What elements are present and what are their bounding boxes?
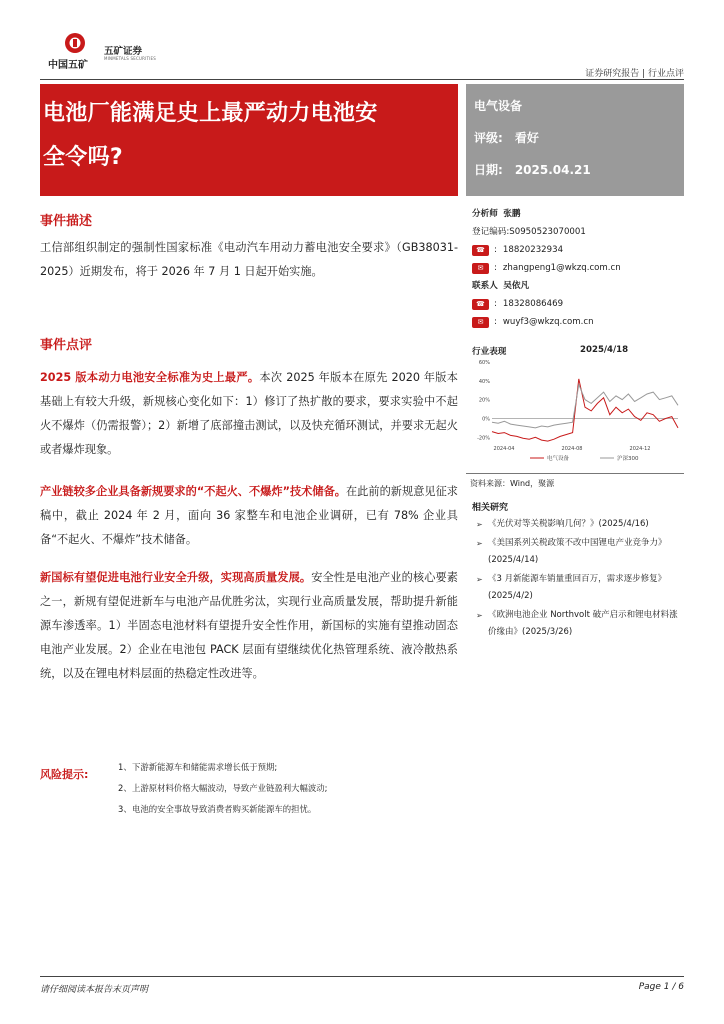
contact-name: 吴依凡 xyxy=(503,281,530,291)
x-tick-label: 2024-04 xyxy=(493,446,515,452)
y-tick-label: 0% xyxy=(482,416,490,423)
risk-item xyxy=(118,799,327,820)
date-value: 2025.04.21 xyxy=(514,163,591,177)
commentary-paragraph xyxy=(40,566,458,686)
event-description-text: 工信部组织制定的强制性国家标准《电动汽车用动力蓄电池安全要求》（GB38031-2025）近期发布，将于 2026 年 7 月 1 日起开始实施。 xyxy=(40,241,458,278)
chart-source: 资料来源：Wind，聚源 xyxy=(470,479,555,488)
analyst-name: 张鹏 xyxy=(503,209,521,219)
report-title-line2: 全令吗? xyxy=(43,145,123,170)
y-tick-label: 20% xyxy=(478,397,490,404)
related-research-item[interactable]: ➢ 《光伏对等关税影响几何？》(2025/4/16) xyxy=(476,516,684,533)
header-divider xyxy=(40,79,684,80)
industry-performance-chart xyxy=(470,358,684,468)
logo-text: 中国五矿 xyxy=(48,60,88,71)
mail-icon: ✉ xyxy=(472,317,489,328)
analyst-phone[interactable]: 18820232934 xyxy=(502,245,564,255)
related-research-item[interactable]: ➢ 《3 月新能源车销量重回百万，需求逐步修复》(2025/4/2) xyxy=(476,571,684,605)
paragraph-highlight: 产业链较多企业具备新规要求的“不起火、不爆炸”技术储备。 xyxy=(40,485,346,498)
title-banner xyxy=(40,84,458,196)
y-tick-label: 60% xyxy=(478,360,490,366)
paragraph-text: 在此前的新规意见征求稿中，截止 2024 年 2 月，面向 36 家整车和电池企业调研，已有 78% 企业具备“不起火、不爆炸”技术储备。 xyxy=(40,485,458,546)
commentary-paragraph xyxy=(40,366,458,462)
date-label: 日期: xyxy=(474,163,503,177)
reg-label: 登记编码: xyxy=(472,227,510,237)
report-title-line1: 电池厂能满足史上最严动力电池安 xyxy=(43,101,378,126)
series-line-electrical-equipment xyxy=(492,379,678,441)
analyst-label: 分析师 xyxy=(472,209,498,219)
chart-divider xyxy=(466,473,684,474)
contact-email[interactable]: wuyf3@wkzq.com.cn xyxy=(502,317,594,327)
analyst-info: 分析师 张鹏 登记编码: S0950523070001 ☎ : 18820232934 ✉ : zhangpeng1@wkzq.com.cn 联系人 吴依凡 ☎ : 18328086469 ✉ : wuyf3@wkzq.com.cn xyxy=(472,205,684,331)
x-tick-label: 2024-12 xyxy=(629,446,651,452)
paragraph-text: 本次 2025 年版本在原先 2020 年版本基础上有较大升级，新规核心变化如下：1）修订了热扩散的要求，要求实验中不起火不爆炸（仍需报警）；2）新增了底部撞击测试，以及快充循环测试，并要求无起火或者爆炸现象。 xyxy=(40,371,458,456)
chart-svg xyxy=(470,358,684,468)
rating-box xyxy=(466,84,684,196)
footer-disclaimer: 请仔细阅读本报告末页声明 xyxy=(40,985,149,995)
paragraph-highlight: 2025 版本动力电池安全标准为史上最严。 xyxy=(40,371,260,384)
page-number: Page 1 / 6 xyxy=(638,982,684,992)
company-logo xyxy=(48,32,168,72)
reg-code: S0950523070001 xyxy=(509,227,586,237)
analyst-email[interactable]: zhangpeng1@wkzq.com.cn xyxy=(502,263,621,273)
report-type: 证券研究报告 | 行业点评 xyxy=(585,69,684,79)
phone-icon: ☎ xyxy=(472,245,489,256)
related-research-list xyxy=(476,516,684,643)
minmetals-logo-icon xyxy=(64,32,86,54)
related-research-item[interactable]: ➢ 《美国系列关税政策不改中国锂电产业竞争力》(2025/4/14) xyxy=(476,535,684,569)
risk-item xyxy=(118,757,327,778)
risk-text: 电池的安全事故导致消费者购买新能源车的担忧。 xyxy=(132,804,317,814)
industry-name: 电气设备 xyxy=(474,99,523,113)
securities-name: 五矿证券 xyxy=(104,46,143,57)
legend-label: 电气设备 xyxy=(547,456,570,462)
industry-chart-date: 2025/4/18 xyxy=(580,345,629,355)
mail-icon: ✉ xyxy=(472,263,489,274)
paragraph-text: 安全性是电池产业的核心要素之一，新规有望促进新车与电池产品优胜劣汰，实现行业高质量发展，帮助提升新能源车渗透率。1）半固态电池材料有望提升安全性作用，新国标的实施有望推动固态电池产业发展。2）企业在电池包 PACK 层面有望继续优化热管理系统、液冷散热系统，以及在锂电材料层面的热稳定性改进等。 xyxy=(40,571,458,680)
rating-label: 评级: xyxy=(474,131,503,145)
paragraph-highlight: 新国标有望促进电池行业安全升级，实现高质量发展。 xyxy=(40,571,312,584)
rating-value: 看好 xyxy=(514,131,539,145)
contact-phone[interactable]: 18328086469 xyxy=(502,299,564,309)
phone-icon: ☎ xyxy=(472,299,489,310)
event-description-heading: 事件描述 xyxy=(40,214,93,229)
risk-num: 3、 xyxy=(118,804,132,814)
y-tick-label: 40% xyxy=(478,378,490,385)
risk-num: 2、 xyxy=(118,783,132,793)
related-research-item[interactable]: ➢ 《欧洲电池企业 Northvolt 破产启示和锂电材料涨价缘由》(2025/3/26) xyxy=(476,607,684,641)
y-tick-label: -20% xyxy=(477,435,490,442)
commentary-paragraph xyxy=(40,480,458,552)
risk-list xyxy=(118,757,327,820)
risk-text: 上游原材料价格大幅波动，导致产业链盈利大幅波动; xyxy=(132,783,328,793)
risk-item xyxy=(118,778,327,799)
industry-chart-title: 行业表现 xyxy=(472,347,507,357)
risk-heading: 风险提示: xyxy=(40,768,89,781)
contact-label: 联系人 xyxy=(472,281,498,291)
x-tick-label: 2024-08 xyxy=(561,446,583,452)
footer-divider xyxy=(40,976,684,977)
securities-en-name: MINMETALS SECURITIES xyxy=(104,56,156,61)
related-research-heading: 相关研究 xyxy=(472,503,509,513)
risk-num: 1、 xyxy=(118,762,132,772)
risk-text: 下游新能源车和储能需求增长低于预期; xyxy=(132,762,278,772)
event-commentary-heading: 事件点评 xyxy=(40,338,93,353)
legend-label: 沪深300 xyxy=(617,456,639,462)
